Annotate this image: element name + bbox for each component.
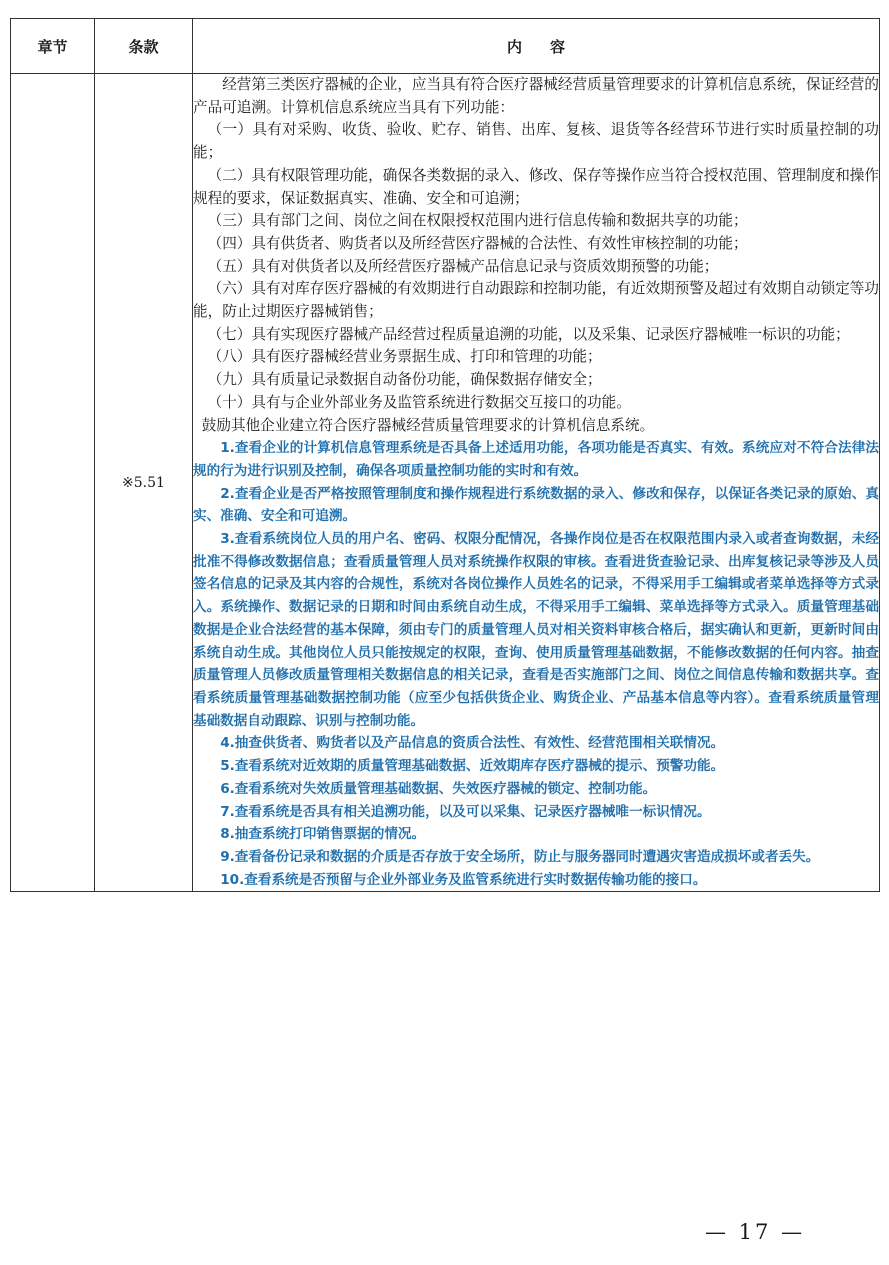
table-header-row (11, 19, 880, 74)
guidance-item: 4.抽查供货者、购货者以及产品信息的资质合法性、有效性、经营范围相关联情况。 (220, 735, 725, 752)
regulation-paragraph: 鼓励其他企业建立符合医疗器械经营质量管理要求的计算机信息系统。 (201, 416, 655, 434)
guidance-item: 8.抽查系统打印销售票据的情况。 (220, 826, 426, 843)
regulation-text (193, 74, 879, 437)
header-chapter: 章节 (11, 19, 95, 74)
regulation-item: （八）具有医疗器械经营业务票据生成、打印和管理的功能； (207, 348, 602, 366)
guidance-item: 6.查看系统对失效质量管理基础数据、失效医疗器械的锁定、控制功能。 (220, 780, 657, 797)
regulation-paragraph: 经营第三类医疗器械的企业，应当具有符合医疗器械经营质量管理要求的计算机信息系统，保证经营的产品可追溯。计算机信息系统应当具有下列功能： (193, 76, 879, 116)
table-row (11, 74, 880, 892)
header-clause: 条款 (95, 19, 193, 74)
inspection-table (10, 18, 880, 892)
regulation-item: （三）具有部门之间、岗位之间在权限授权范围内进行信息传输和数据共享的功能； (207, 212, 748, 230)
guidance-item: 3.查看系统岗位人员的用户名、密码、权限分配情况，各操作岗位是否在权限范围内录入或者查询数据，未经批准不得修改数据信息；查看质量管理人员对系统操作权限的审核。查看进货查验记录、出库复核记录等涉及人员签名信息的记录及其内容的合规性，系统对各岗位操作人员姓名的记录，不得采用手工编辑或者菜单选择等方式录入。系统操作、数据记录的日期和时间由系统自动生成，不得采用手工编辑、菜单选择等方式录入。质量管理基础数据是企业合法经营的基本保障，须由专门的质量管理人员对相关资料审核合格后，据实确认和更新，更新时间由系统自动生成。其他岗位人员只能按规定的权限，查询、使用质量管理基础数据，不能修改数据的任何内容。抽查质量管理人员修改质量管理相关数据信息的相关记录，查看是否实施部门之间、岗位之间信息传输和数据共享。查看系统质量管理基础数据控制功能（应至少包括供货企业、购货企业、产品基本信息等内容）。查看系统质量管理基础数据自动跟踪、识别与控制功能。 (193, 531, 879, 729)
guidance-item: 9.查看备份记录和数据的介质是否存放于安全场所，防止与服务器同时遭遇灾害造成损坏或者丢失。 (220, 848, 820, 865)
guidance-item: 10.查看系统是否预留与企业外部业务及监管系统进行实时数据传输功能的接口。 (220, 871, 707, 888)
regulation-item: （四）具有供货者、购货者以及所经营医疗器械的合法性、有效性审核控制的功能； (207, 234, 748, 252)
guidance-item: 2.查看企业是否严格按照管理制度和操作规程进行系统数据的录入、修改和保存，以保证各类记录的原始、真实、准确、安全和可追溯。 (193, 485, 879, 525)
regulation-item: （六）具有对库存医疗器械的有效期进行自动跟踪和控制功能，有近效期预警及超过有效期自动锁定等功能，防止过期医疗器械销售； (193, 280, 879, 321)
guidance-item: 5.查看系统对近效期的质量管理基础数据、近效期库存医疗器械的提示、预警功能。 (220, 758, 725, 775)
inspection-guidance (193, 437, 879, 891)
regulation-item: （二）具有权限管理功能，确保各类数据的录入、修改、保存等操作应当符合授权范围、管理制度和操作规程的要求，保证数据真实、准确、安全和可追溯； (193, 166, 879, 207)
content-cell (193, 74, 880, 892)
page-number: — 17 — (705, 1220, 806, 1244)
header-content: 内容 (193, 19, 880, 74)
guidance-item: 1.查看企业的计算机信息管理系统是否具备上述适用功能，各项功能是否真实、有效。系统应对不符合法律法规的行为进行识别及控制，确保各项质量控制功能的实时和有效。 (193, 440, 879, 479)
guidance-item: 7.查看系统是否具有相关追溯功能，以及可以采集、记录医疗器械唯一标识情况。 (220, 803, 711, 820)
regulation-item: （九）具有质量记录数据自动备份功能，确保数据存储安全； (207, 371, 602, 389)
chapter-cell (11, 74, 95, 892)
regulation-item: （七）具有实现医疗器械产品经营过程质量追溯的功能，以及采集、记录医疗器械唯一标识的功能； (207, 325, 850, 343)
regulation-item: （一）具有对采购、收货、验收、贮存、销售、出库、复核、退货等各经营环节进行实时质量控制的功能； (193, 121, 879, 162)
regulation-item: （十）具有与企业外部业务及监管系统进行数据交互接口的功能。 (207, 393, 631, 411)
clause-number: ※5.51 (95, 74, 193, 892)
regulation-item: （五）具有对供货者以及所经营医疗器械产品信息记录与资质效期预警的功能； (207, 257, 719, 275)
